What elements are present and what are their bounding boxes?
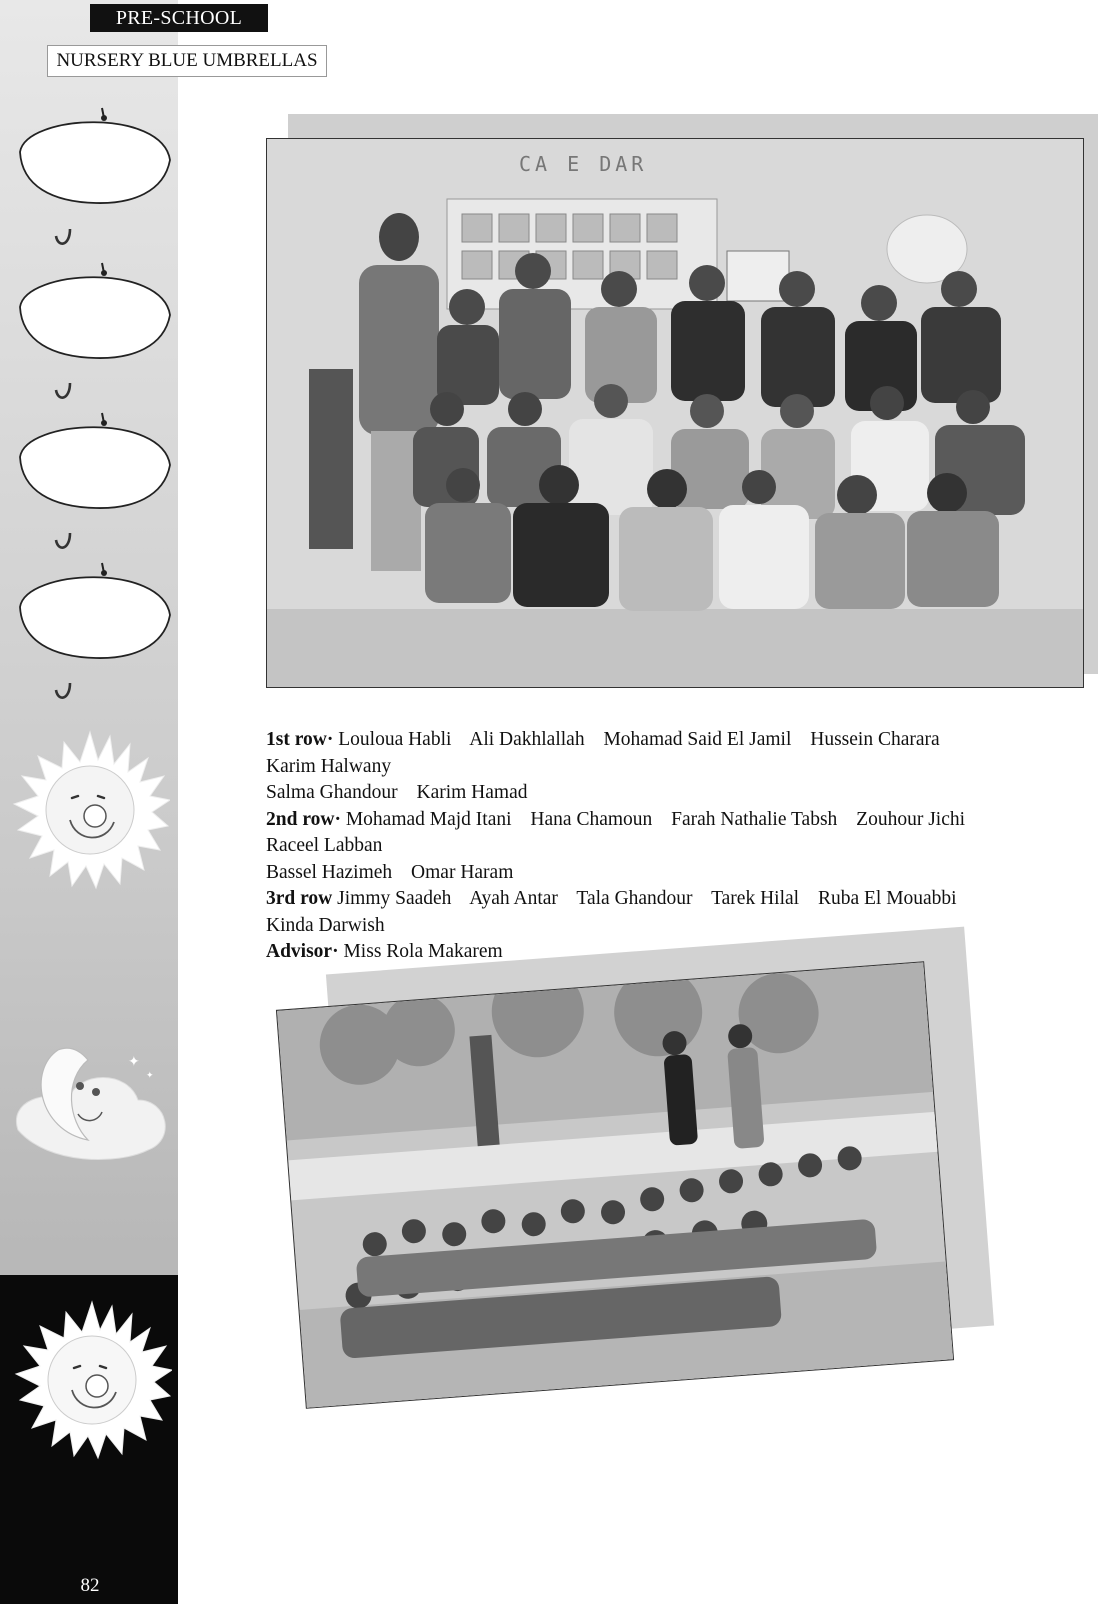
svg-text:✦: ✦ xyxy=(128,1054,140,1070)
student-name: Hussein Charara xyxy=(810,729,940,750)
student-name: Ali Dakhlallah xyxy=(469,729,585,750)
student-name: Karim Hamad xyxy=(416,782,528,803)
student-name: Mohamad Majd Itani xyxy=(345,808,512,830)
class-photo-image xyxy=(267,139,1083,687)
student-name: Farah Nathalie Tabsh xyxy=(671,808,838,830)
umbrella-icon xyxy=(12,555,177,665)
umbrella-handle-icon xyxy=(52,680,76,706)
row-label: 1st row· xyxy=(266,729,334,750)
umbrella-icon xyxy=(12,255,177,365)
caption-row-1-cont xyxy=(266,780,1066,807)
class-name-label: NURSERY BLUE UMBRELLAS xyxy=(47,45,327,77)
page-number: 82 xyxy=(80,1575,100,1596)
student-name: Jimmy Saadeh xyxy=(337,888,452,909)
student-name: Zouhour Jichi xyxy=(856,808,966,830)
calendar-board-text: CA E DAR xyxy=(519,152,648,176)
caption-row-1 xyxy=(266,727,1066,780)
moon-icon xyxy=(8,1030,176,1170)
student-name: Ayah Antar xyxy=(469,888,558,909)
umbrella-handle-icon xyxy=(52,226,76,252)
umbrella-icon xyxy=(12,405,177,515)
student-name: Louloua Habli xyxy=(338,729,452,750)
advisor-label: Advisor· xyxy=(266,941,339,962)
caption-row-2-cont xyxy=(266,860,1066,887)
student-name: Tala Ghandour xyxy=(576,888,693,909)
caption-row-2 xyxy=(266,807,1066,860)
student-name: Bassel Hazimeh xyxy=(266,861,393,883)
student-name: Kinda Darwish xyxy=(266,914,385,936)
section-label: PRE-SCHOOL xyxy=(90,4,268,32)
svg-text:✦: ✦ xyxy=(146,1071,154,1081)
row-label: 2nd row· xyxy=(266,808,341,830)
row-label: 3rd row xyxy=(266,888,333,909)
student-name: Raceel Labban xyxy=(266,835,383,856)
student-name: Tarek Hilal xyxy=(711,888,800,909)
student-name: Mohamad Said El Jamil xyxy=(603,729,792,750)
student-name: Ruba El Mouabbi xyxy=(817,888,957,909)
sun-icon xyxy=(10,730,170,890)
umbrella-handle-icon xyxy=(52,530,76,556)
student-name: Omar Haram xyxy=(411,861,514,883)
outdoor-photo-frame xyxy=(276,961,954,1409)
umbrella-icon xyxy=(12,100,177,210)
umbrella-handle-icon xyxy=(52,380,76,406)
sun-icon xyxy=(12,1300,172,1460)
student-name: Karim Halwany xyxy=(266,755,392,777)
outdoor-photo-image xyxy=(277,962,954,1409)
outdoor-group-photo xyxy=(276,961,954,1409)
class-photo xyxy=(266,138,1084,688)
student-name: Hana Chamoun xyxy=(530,808,653,830)
advisor-name: Miss Rola Makarem xyxy=(343,941,503,962)
student-name: Salma Ghandour xyxy=(266,782,398,803)
